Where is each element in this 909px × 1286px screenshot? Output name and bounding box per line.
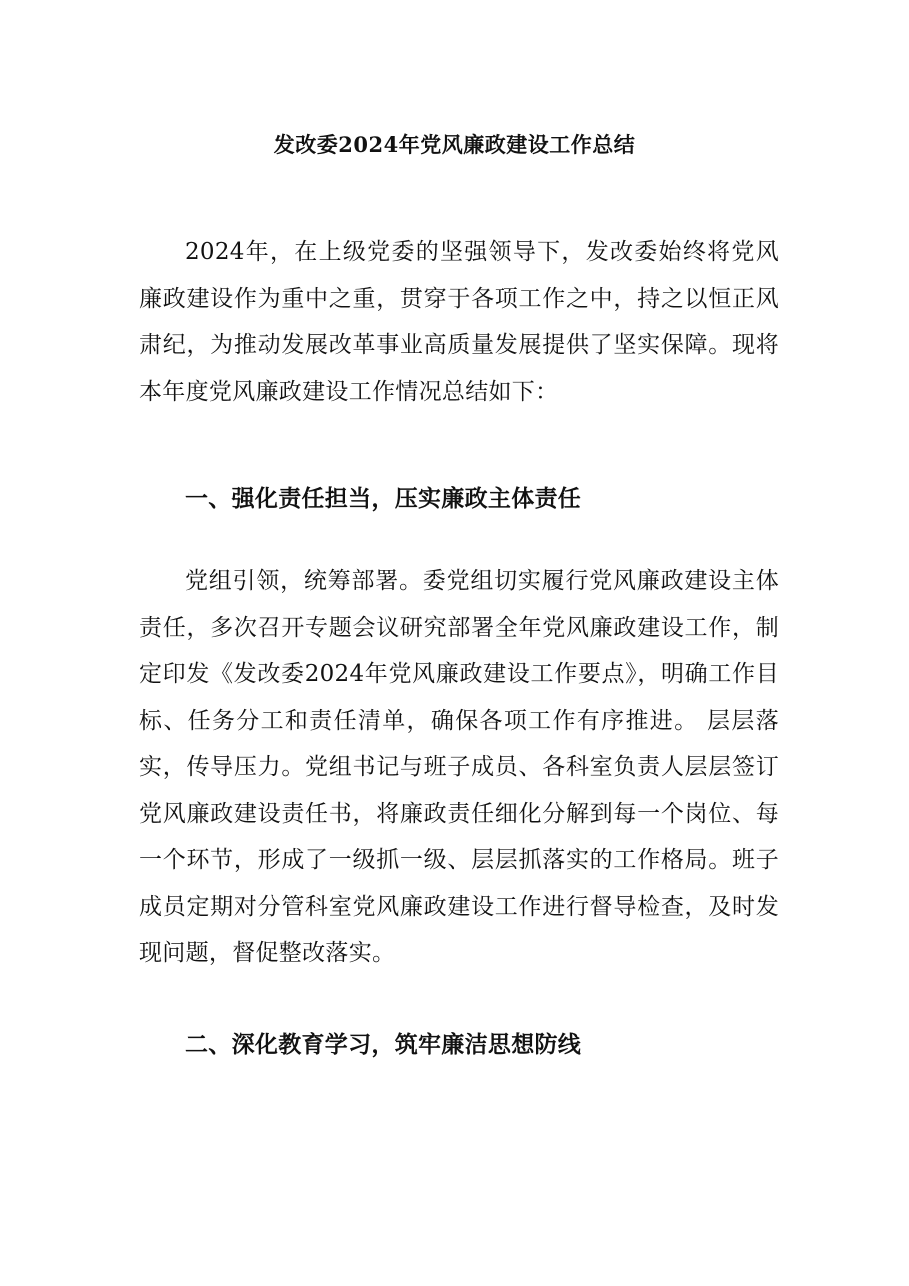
section-heading-2: 二、深化教育学习，筑牢廉洁思想防线 <box>185 1031 582 1058</box>
section-heading-1: 一、强化责任担当，压实廉政主体责任 <box>185 485 582 512</box>
section-body-1: 党组引领，统筹部署。委党组切实履行党风廉政建设主体责任，多次召开专题会议研究部署全年党风廉政建设工作，制定印发《发改委2024年党风廉政建设工作要点》，明确工作目标、任务分工和责任清单，确保各项工作有序推进。 层层落实，传导压力。党组书记与班子成员、各科室负责人层层签订党风廉政建设责任书，将廉政责任细化分解到每一个岗位、每一个环节，形成了一级抓一级、层层抓落实的工作格局。班子成员定期对分管科室党风廉政建设工作进行督导检查，及时发现问题，督促整改落实。 <box>139 568 779 966</box>
intro-paragraph: 2024年，在上级党委的坚强领导下，发改委始终将党风廉政建设作为重中之重，贯穿于各项工作之中，持之以恒正风肃纪，为推动发展改革事业高质量发展提供了坚实保障。现将本年度党风廉政建设工作情况总结如下： <box>139 239 779 405</box>
document-title: 发改委2024年党风廉政建设工作总结 <box>273 132 636 157</box>
